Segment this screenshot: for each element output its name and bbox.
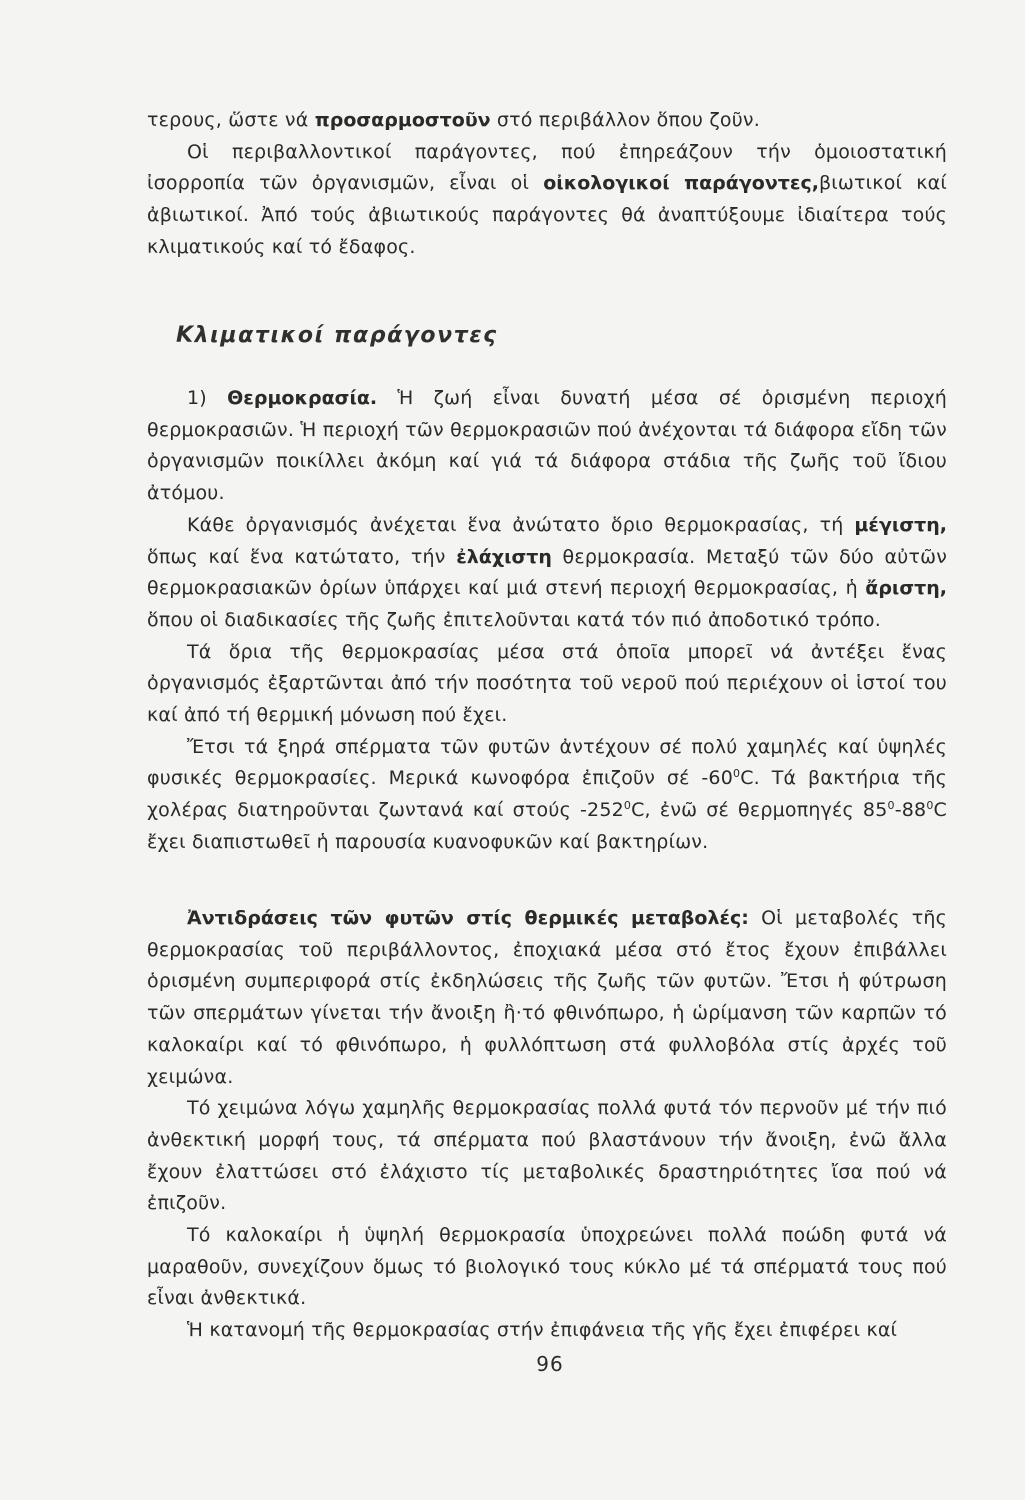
text-run: Ἔτσι τά ξηρά σπέρματα τῶν φυτῶν ἀντέχουν σέ πολύ χαμηλές καί ὑψηλές φυσικές θερμοκρασίες. Μερικά κωνοφόρα ἐπιζοῦν σέ xyxy=(147,735,947,790)
text-run: θερμοκρασία. Μεταξύ τῶν δύο αὐτῶν θερμοκρασιακῶν ὁρίων ὑπάρχει καί μιά στενή περιοχή θερμοκρασίας, ἡ xyxy=(147,545,948,600)
text-run: τερους, ὥστε νά xyxy=(147,109,315,131)
bold-term: οἰκολογικοί παράγοντες, xyxy=(543,172,819,195)
paragraph-ecological-factors xyxy=(147,137,947,264)
text-run: Ἡ ζωή εἶναι δυνατή μέσα σέ ὁρισμένη περιοχή θερμοκρασιῶν. Ἡ περιοχή τῶν θερμοκρασιῶν πού ἀνέχονται τά διάφορα εἴδη τῶν ὀργανισμῶν ποικίλλει ἀκόμη καί γιά τά διάφορα στάδια τῆς ζωῆς τοῦ ἴδιου ἀτόμου. xyxy=(147,387,947,505)
degree-superscript: 0 xyxy=(926,799,934,813)
unit-text: C, xyxy=(631,799,651,822)
paragraph-distribution: Ἡ κατανομή τῆς θερμοκρασίας στήν ἐπιφάνεια τῆς γῆς ἔχει ἐπιφέρει καί xyxy=(187,1319,898,1342)
paragraph-summer: Τό καλοκαίρι ἡ ὑψηλή θερμοκρασία ὑποχρεώνει πολλά ποώδη φυτά νά μαραθοῦν, συνεχίζουν ὅμως τό βιολογικό τους κύκλο μέ τά σπέρματά τους πού εἶναι ἀνθεκτικά. xyxy=(147,1224,947,1310)
bold-term: μέγιστη, xyxy=(854,513,947,536)
value-text: -60 xyxy=(701,767,733,790)
paragraph-continued xyxy=(147,105,947,137)
text-run: Κάθε ὀργανισμός ἀνέχεται ἕνα ἀνώτατο ὅριο θερμοκρασίας, τή xyxy=(187,513,855,536)
value-text: -88 xyxy=(894,799,927,822)
text-run: Τά βακτήρια τῆς χολέρας διατηροῦνται ζωντανά καί στούς xyxy=(147,767,947,822)
unit-text: C. xyxy=(740,767,760,790)
paragraph-plant-reactions xyxy=(147,903,947,1093)
degree-superscript: 0 xyxy=(887,799,895,813)
paragraph-winter: Τό χειμώνα λόγω χαμηλῆς θερμοκρασίας πολλά φυτά τόν περνοῦν μέ τήν πιό ἀνθεκτική μορφή τους, τά σπέρματα πού βλαστάνουν τήν ἄνοιξη, ἐνῶ ἄλλα ἔχουν ἐλαττώσει στό ἐλάχιστο τίς μεταβολικές δραστηριότητες ἴσα πού νά ἐπιζοῦν. xyxy=(147,1097,947,1215)
section-heading: Κλιματικοί παράγοντες xyxy=(176,323,498,348)
text-run: στό περιβάλλον ὅπου ζοῦν. xyxy=(490,109,760,131)
degree-superscript: 0 xyxy=(623,799,632,813)
bold-term: ἐλάχιστη xyxy=(456,545,552,568)
unit-text: C xyxy=(933,799,947,822)
intro-section xyxy=(147,105,947,264)
degree-superscript: 0 xyxy=(732,767,741,781)
paragraph-temperature-limits xyxy=(147,510,947,637)
plant-reactions-section xyxy=(147,903,947,1347)
text-run: Οἱ μεταβολές τῆς θερμοκρασίας τοῦ περιβάλλοντος, ἐποχιακά μέσα στό ἔτος ἔχουν ἐπιβάλλει ὁρισμένη συμπεριφορά στίς ἐκδηλώσεις τῆς ζωῆς τῶν φυτῶν. Ἔτσι ἡ φύτρωση τῶν σπερμάτων γίνεται τήν ἄνοιξη ἢ·τό φθινόπωρο, ἡ ὡρίμανση τῶν καρπῶν τό καλοκαίρι καί τό φθινόπωρο, ἡ φυλλόπτωση στά φυλλοβόλα στίς ἀρχές τοῦ χειμώνα. xyxy=(147,907,947,1088)
value-text: 85 xyxy=(862,799,888,822)
text-run: Οἱ περιβαλλοντικοί παράγοντες, πού ἐπηρεάζουν τήν ὁμοιοστατική ἰσορροπία τῶν ὀργανισμῶν, εἶναι οἱ xyxy=(147,140,947,195)
bold-term: Θερμοκρασία. xyxy=(227,387,378,409)
page-number: 96 xyxy=(536,1352,564,1376)
temperature-value xyxy=(580,799,651,821)
temperature-value xyxy=(701,767,760,789)
temperature-range xyxy=(863,799,947,821)
bold-term: ἄριστη, xyxy=(865,577,947,600)
bold-term: Ἀντιδράσεις τῶν φυτῶν στίς θερμικές μεταβολές: xyxy=(187,907,749,929)
value-text: -252 xyxy=(579,799,624,822)
temperature-section xyxy=(147,383,947,859)
text-run: βιωτικοί καί ἀβιωτικοί. Ἀπό τούς ἀβιωτικούς παράγοντες θά ἀναπτύξουμε ἰδιαίτερα τούς κλιματικούς καί τό ἔδαφος. xyxy=(147,172,948,258)
paragraph-temperature-examples xyxy=(147,732,947,859)
text-run: 1) xyxy=(187,387,228,409)
text-run: ἐνῶ σέ θερμοπηγές xyxy=(650,799,863,822)
text-run: ἔχει διαπιστωθεῖ ἡ παρουσία κυανοφυκῶν καί βακτηρίων. xyxy=(147,830,709,853)
bold-term: προσαρμοστοῦν xyxy=(314,109,491,131)
paragraph-temperature xyxy=(147,383,947,510)
text-run: ὅπως καί ἕνα κατώτατο, τήν xyxy=(147,545,457,568)
paragraph-water-content: Τά ὅρια τῆς θερμοκρασίας μέσα στά ὁποῖα μπορεῖ νά ἀντέξει ἕνας ὀργανισμός ἐξαρτῶνται ἀπό τήν ποσότητα τοῦ νεροῦ πού περιέχουν οἱ ἱστοί του καί ἀπό τή θερμική μόνωση πού ἔχει. xyxy=(147,640,947,727)
text-run: ὅπου οἱ διαδικασίες τῆς ζωῆς ἐπιτελοῦνται κατά τόν πιό ἀποδοτικό τρόπο. xyxy=(147,608,881,631)
